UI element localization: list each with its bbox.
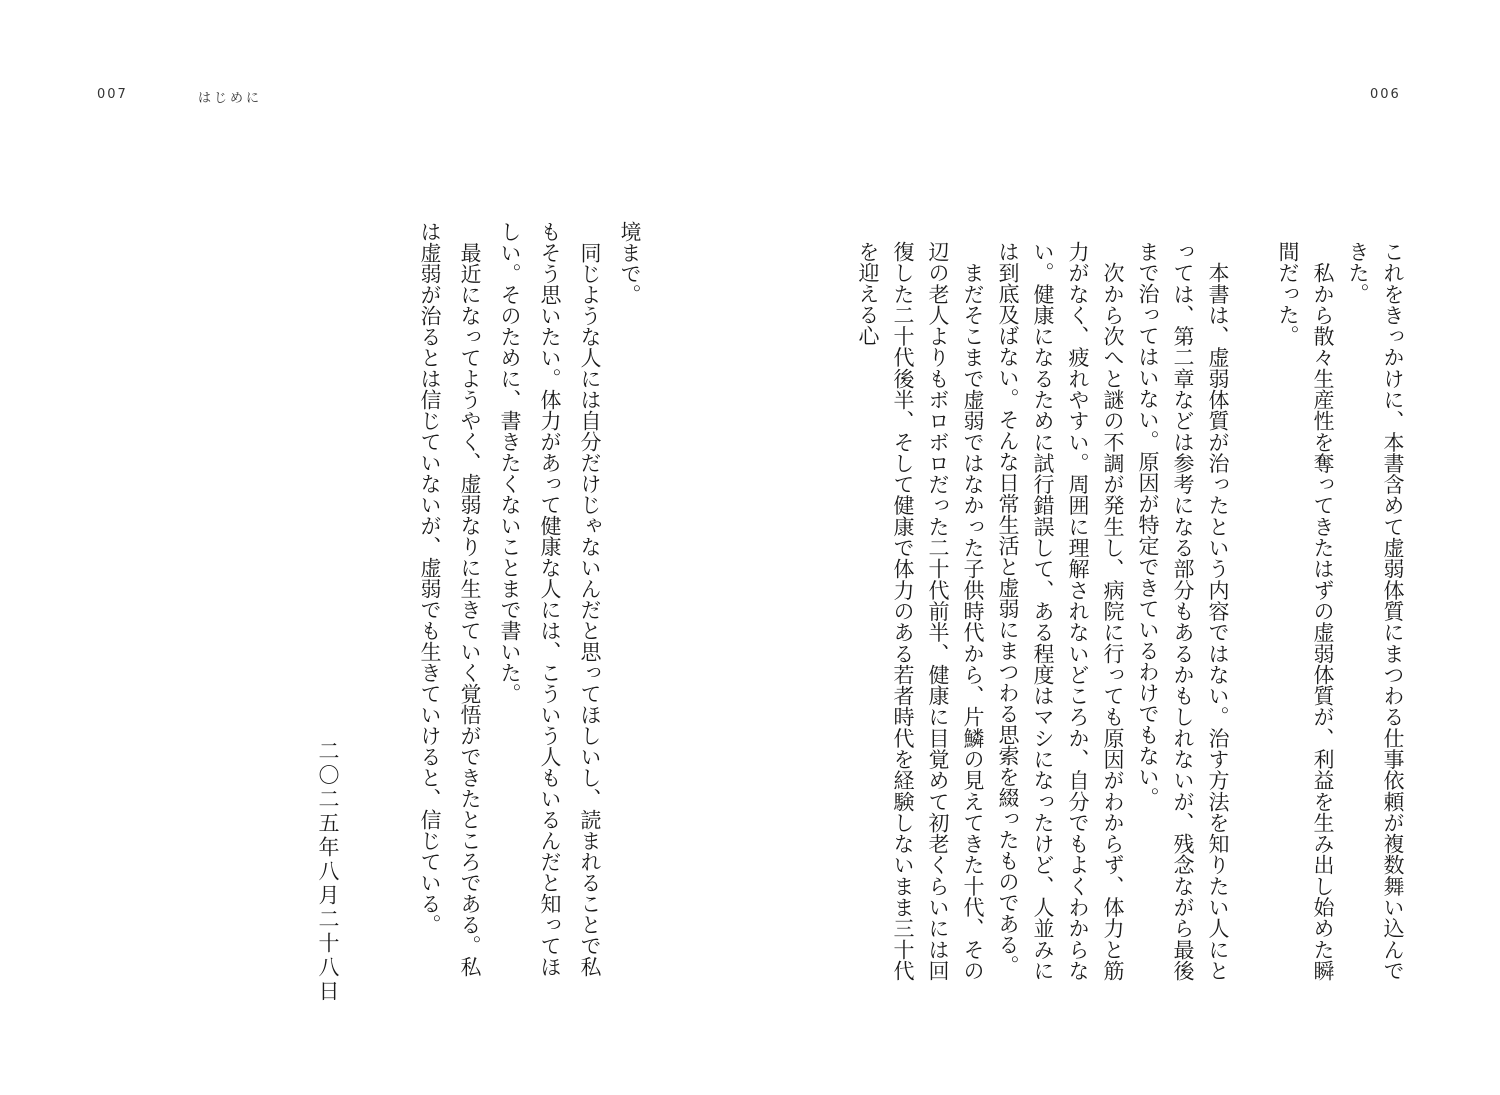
page-number: 006 (1370, 87, 1401, 102)
running-head: はじめに (198, 91, 263, 106)
body-text: これをきっかけに、本書含めて虚弱体質にまつわる仕事依頼が複数舞い込んできた。 私から散々生産性を奪ってきたはずの虚弱体質が、利益を生み出し始めた瞬間だった。 本書は、虚弱体質が治ったという内容ではない。治す方法を知りたい人にとっては、第二章などは参考になる部分もあるかもしれないが、残念ながら最後まで治ってはいない。原因が特定できているわけでもない。 次から次へと謎の不調が発生し、病院に行っても原因がわからず、体力と筋力がなく、疲れやすい。周囲に理解されないどころか、自分でもよくわからない。健康になるために試行錯誤して、ある程度はマシになったけど、人並みには到底及ばない。そんな日常生活と虚弱にまつわる思索を綴ったものである。 まだそこまで虚弱ではなかった子供時代から、片鱗の見えてきた十代、その辺の老人よりもボロボロだった二十代前半、健康に目覚めて初老くらいには回復した二十代後半、そして健康で体力のある若者時代を経験しないまま三十代を迎える心 (856, 241, 1405, 982)
right-page (750, 0, 1500, 1095)
body-text: 境まで。 同じような人には自分だけじゃないんだと思ってほしいし、読まれることで私もそう思いたい。体力があって健康な人には、こういう人もいるんだと知ってほしい。そのために、書きたくないことまで書いた。 最近になってようやく、虚弱なりに生きていく覚悟ができたところである。私は虚弱が治るとは信じていないが、虚弱でも生きていけると、信じている。 (418, 221, 642, 977)
page-number: 007 (97, 87, 128, 102)
date-line: 二〇二五年八月二十八日 (316, 740, 340, 1004)
